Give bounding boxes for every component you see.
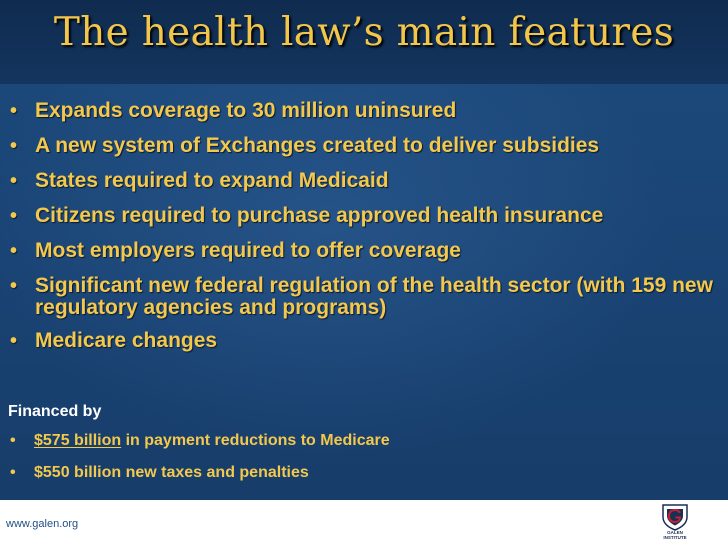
bullet-text: Significant new federal regulation of the health sector (with 159 new regulatory agencies and programs) — [35, 274, 713, 319]
bullet-icon: • — [10, 432, 16, 449]
list-item — [10, 431, 390, 451]
list-item — [10, 100, 722, 122]
bullet-text: Citizens required to purchase approved health insurance — [35, 204, 604, 227]
bullet-icon: • — [10, 170, 18, 192]
logo-name: GALEN — [667, 530, 683, 535]
shield-icon — [660, 503, 690, 531]
bullet-icon: • — [10, 135, 18, 157]
bullet-text: Medicare changes — [35, 329, 218, 352]
bullet-icon: • — [10, 100, 18, 122]
features-list — [10, 100, 722, 352]
list-item — [10, 330, 722, 352]
financing-list — [10, 431, 390, 495]
bullet-icon: • — [10, 240, 18, 262]
bullet-icon: • — [10, 464, 16, 481]
bullet-text: Expands coverage to 30 million uninsured — [35, 99, 457, 122]
bullet-icon: • — [10, 330, 18, 352]
bullet-text: Most employers required to offer coverage — [35, 239, 461, 262]
galen-logo — [660, 503, 690, 543]
list-item — [10, 135, 722, 157]
list-item — [10, 463, 390, 483]
logo-text — [660, 530, 690, 540]
footer — [0, 500, 728, 546]
bullet-text: A new system of Exchanges created to deliver subsidies — [35, 134, 600, 157]
footer-url: www.galen.org — [6, 518, 79, 530]
financing-text: in payment reductions to Medicare — [121, 432, 390, 449]
slide-title: The health law’s main features — [53, 10, 675, 55]
list-item — [10, 205, 722, 227]
logo-sub: INSTITUTE — [663, 535, 687, 540]
bullet-icon: • — [10, 275, 18, 297]
bullet-icon: • — [10, 205, 18, 227]
financing-text: $550 billion new taxes and penalties — [34, 464, 309, 481]
list-item — [10, 275, 722, 319]
emphasis-text: $575 billion — [34, 432, 122, 449]
list-item — [10, 170, 722, 192]
list-item — [10, 240, 722, 262]
financed-heading: Financed by — [8, 403, 102, 420]
bullet-text: States required to expand Medicaid — [35, 169, 389, 192]
